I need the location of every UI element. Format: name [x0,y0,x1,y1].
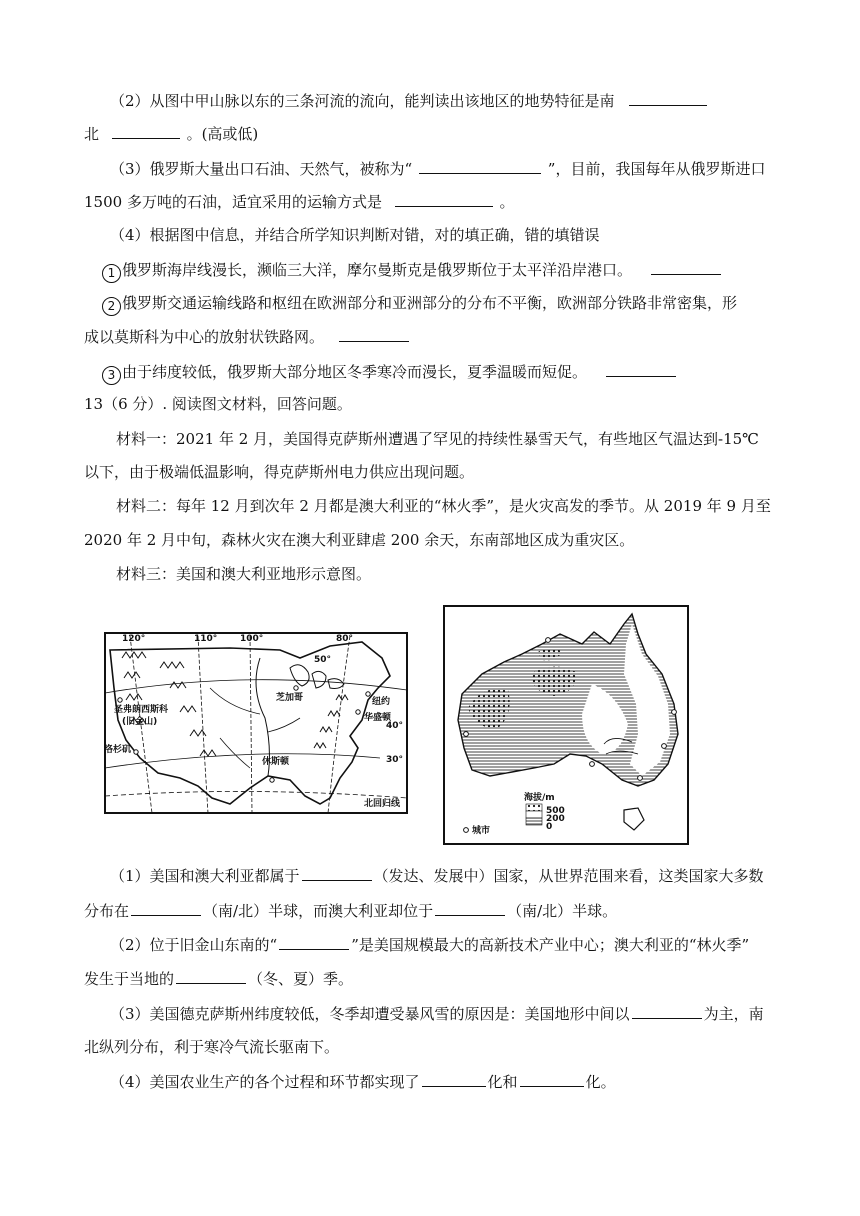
circled-number: 2 [102,297,121,316]
material-2-line2: 2020 年 2 月中旬，森林火灾在澳大利亚肆虐 200 余天，东南部地区成为重灾区。 [84,531,635,549]
q13-part2-line2: 发生于当地的 （冬、夏）季。 [84,970,354,988]
city-label: 华盛顿 [364,713,392,723]
q12-part4: （4）根据图中信息，并结合所学知识判断对错，对的填正确，错的填错误 [110,226,600,244]
answer-blank[interactable] [419,158,541,174]
lon-label: 80° [336,634,354,644]
answer-blank[interactable] [422,1071,486,1087]
answer-blank[interactable] [520,1071,584,1087]
q12-part2-line1: （2）从图中甲山脉以东的三条河流的流向，能判读出该地区的地势特征是南 [110,90,709,111]
city-label: 休斯顿 [262,757,290,767]
legend-value: 0 [546,822,553,832]
city-label: 圣弗朗西斯科 [114,705,169,715]
legend-value: 500 [546,806,565,816]
q13-part4: （4）美国农业生产的各个过程和环节都实现了 化和 化。 [110,1073,616,1091]
q13-header: 13（6 分）. 阅读图文材料，回答问题。 [84,395,352,413]
tropic-label: 北回归线 [364,799,401,809]
answer-blank[interactable] [279,934,349,950]
answer-blank[interactable] [176,968,246,984]
australia-terrain-map [442,604,690,846]
lon-label: 110° [194,634,218,644]
city-label: 纽约 [372,697,391,707]
answer-blank[interactable] [632,1003,702,1019]
city-label: (旧金山) [122,717,158,727]
answer-blank[interactable] [339,326,409,342]
lon-label: 100° [240,634,264,644]
q12-part2-line2: 北 。(高或低) [84,125,259,143]
answer-blank[interactable] [606,361,676,377]
city-label: 芝加哥 [276,693,304,703]
answer-blank[interactable] [131,900,201,916]
answer-blank[interactable] [302,865,372,881]
usa-terrain-map [100,628,412,818]
lat-label: 30° [386,755,404,765]
q12-part3-line1: （3）俄罗斯大量出口石油、天然气，被称为“ ”，目前，我国每年从俄罗斯进口 [110,160,766,178]
lon-label: 120° [122,634,146,644]
q13-part3-line1: （3）美国德克萨斯州纬度较低，冬季却遭受暴风雪的原因是：美国地形中间以 为主，南 [110,1005,764,1023]
answer-blank[interactable] [435,900,505,916]
city-label: 洛杉矶 [104,745,132,755]
lat-label: 40° [386,721,404,731]
material-1-line2: 以下，由于极端低温影响，得克萨斯州电力供应出现问题。 [84,463,475,481]
q12-statement-1: 1 俄罗斯海岸线漫长，濒临三大洋，摩尔曼斯克是俄罗斯位于太平洋沿岸港口。 [102,259,723,283]
answer-blank[interactable] [629,90,707,106]
material-1-line1: 材料一：2021 年 2 月，美国得克萨斯州遭遇了罕见的持续性暴雪天气，有些地区气温达到-15℃ [116,430,759,448]
q12-statement-2-line1: 2 俄罗斯交通运输线路和枢纽在欧洲部分和亚洲部分的分布不平衡，欧洲部分铁路非常密集，形 [102,293,737,316]
legend-title: 海拔/m [524,793,555,803]
lat-label: 50° [314,655,332,665]
q13-part1-line2: 分布在 （南/北）半球，而澳大利亚却位于 （南/北）半球。 [84,902,618,920]
circled-number: 1 [102,264,121,283]
q13-part2-line1: （2）位于旧金山东南的“ ”是美国规模最大的高新技术产业中心；澳大利亚的“林火季” [110,936,750,954]
q13-part1-line1: （1）美国和澳大利亚都属于 （发达、发展中）国家，从世界范围来看，这类国家大多数 [110,867,764,885]
material-3: 材料三：美国和澳大利亚地形示意图。 [116,565,372,583]
q12-part3-line2: 1500 多万吨的石油，适宜采用的运输方式是 。 [84,193,515,211]
answer-blank[interactable] [395,191,493,207]
q13-part3-line2: 北纵列分布，利于寒冷气流长驱南下。 [84,1038,340,1056]
legend-city: 城市 [472,826,491,836]
answer-blank[interactable] [651,259,721,275]
legend-value: 200 [546,814,565,824]
answer-blank[interactable] [112,123,180,139]
material-2-line1: 材料二：每年 12 月到次年 2 月都是澳大利亚的“林火季”，是火灾高发的季节。从 2019 年 9 月至 [116,497,771,515]
q12-statement-3: 3 由于纬度较低，俄罗斯大部分地区冬季寒冷而漫长，夏季温暖而短促。 [102,361,678,385]
circled-number: 3 [102,366,121,385]
q12-statement-2-line2: 成以莫斯科为中心的放射状铁路网。 [84,326,411,347]
